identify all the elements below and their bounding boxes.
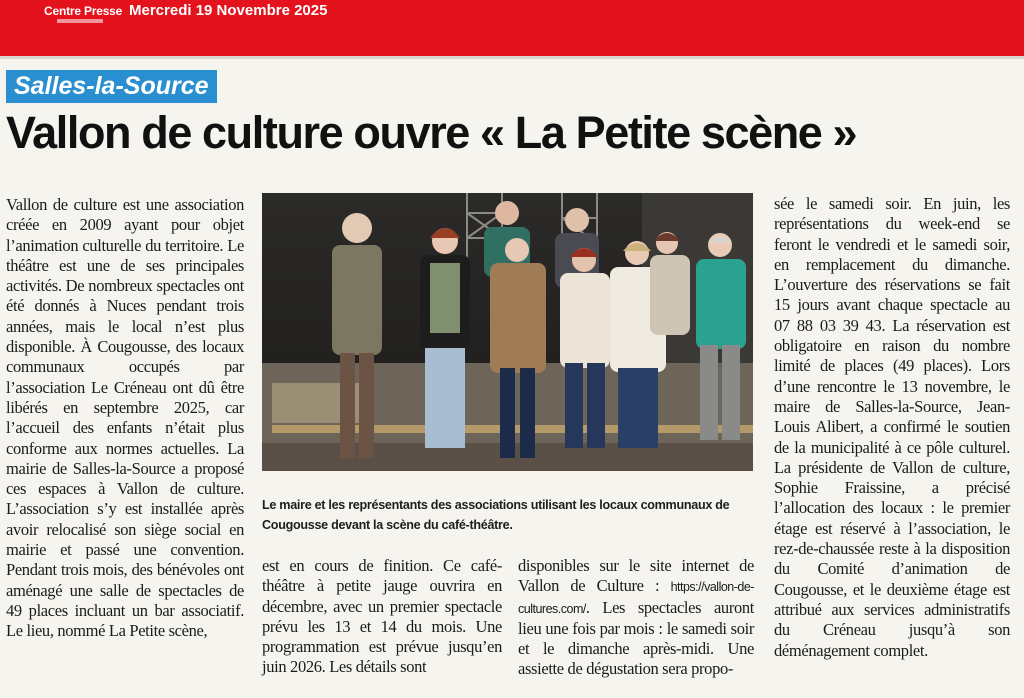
masthead-bar — [0, 0, 1024, 56]
logo-underline — [57, 19, 103, 23]
column-3-text-end: . Les spectacles auront lieu une fois par mois : le samedi soir et le dimanche après-midi. Une assiette de dégustation sera propo- — [518, 597, 754, 679]
photo-caption: Le maire et les représentants des associations utilisant les locaux communaux de Cougousse devant la scène du café-théâtre. — [262, 498, 730, 532]
column-3-text-start: disponibles sur le site internet de Vallon de Culture : — [518, 556, 754, 596]
masthead-divider — [0, 56, 1024, 59]
group-photo-illustration — [262, 193, 753, 471]
website-link[interactable]: https://vallon-de-cultures.com/ — [518, 580, 754, 616]
article-column-2: est en cours de finition. Ce café-théâtre à petite jauge ouvrira en décembre, avec un premier spectacle prévu les 13 et 14 du mois. Une programmation est prévue jusqu’en juin 2026. Les détails sont — [262, 556, 502, 677]
article-column-1: Vallon de culture est une association créée en 2009 ayant pour objet l’animation culturelle du territoire. Le théâtre est une de ses principales activités. De nombreux spectacles ont été donnés à Nuces pendant trois années, mais le local n’est plus disponible. À Cougousse, des locaux communaux occupés par l’association Le Créneau ont dû être libérés en septembre 2025, car l’accueil des enfants n’était plus conforme aux normes actuelles. La mairie de Salles-la-Source a proposé ces espaces à Vallon de culture. L’association s’y est installée après avoir relocalisé son siège social en mairie et passé une convention. Pendant trois mois, des bénévoles ont aménagé une salle de spectacles de 49 places incluant un bar associatif. Le lieu, nommé La Petite scène, — [6, 195, 244, 641]
article-headline: Vallon de culture ouvre « La Petite scène » — [6, 107, 857, 158]
article-column-3 — [518, 556, 754, 680]
newspaper-logo[interactable]: Centre Presse — [44, 4, 123, 18]
edition-date: Mercredi 19 Novembre 2025 — [129, 2, 328, 19]
article-column-4: sée le samedi soir. En juin, les représentations du week-end se feront le vendredi et le samedi soir, en remplacement du dimanche. L’ouverture des réservations se fait 15 jours avant chaque spectacle au 07 88 03 39 43. La réservation est obligatoire en raison du nombre limité de places (49 places). Lors d’une rencontre le 13 novembre, le maire de Salles-la-Source, Jean-Louis Alibert, a confirmé le soutien de la municipalité à ce pôle culturel. La présidente de Vallon de culture, Sophie Fraissine, a précisé l’allocation des locaux : le premier étage est réservé à l’association, le rez-de-chaussée reste à la disposition du Comité d’animation de Cougousse, et le deuxième étage est attribué aux services administratifs du Créneau jusqu’à son déménagement complet. — [774, 194, 1010, 660]
section-rubric: Salles-la-Source — [6, 70, 217, 103]
article-photo — [262, 193, 753, 471]
